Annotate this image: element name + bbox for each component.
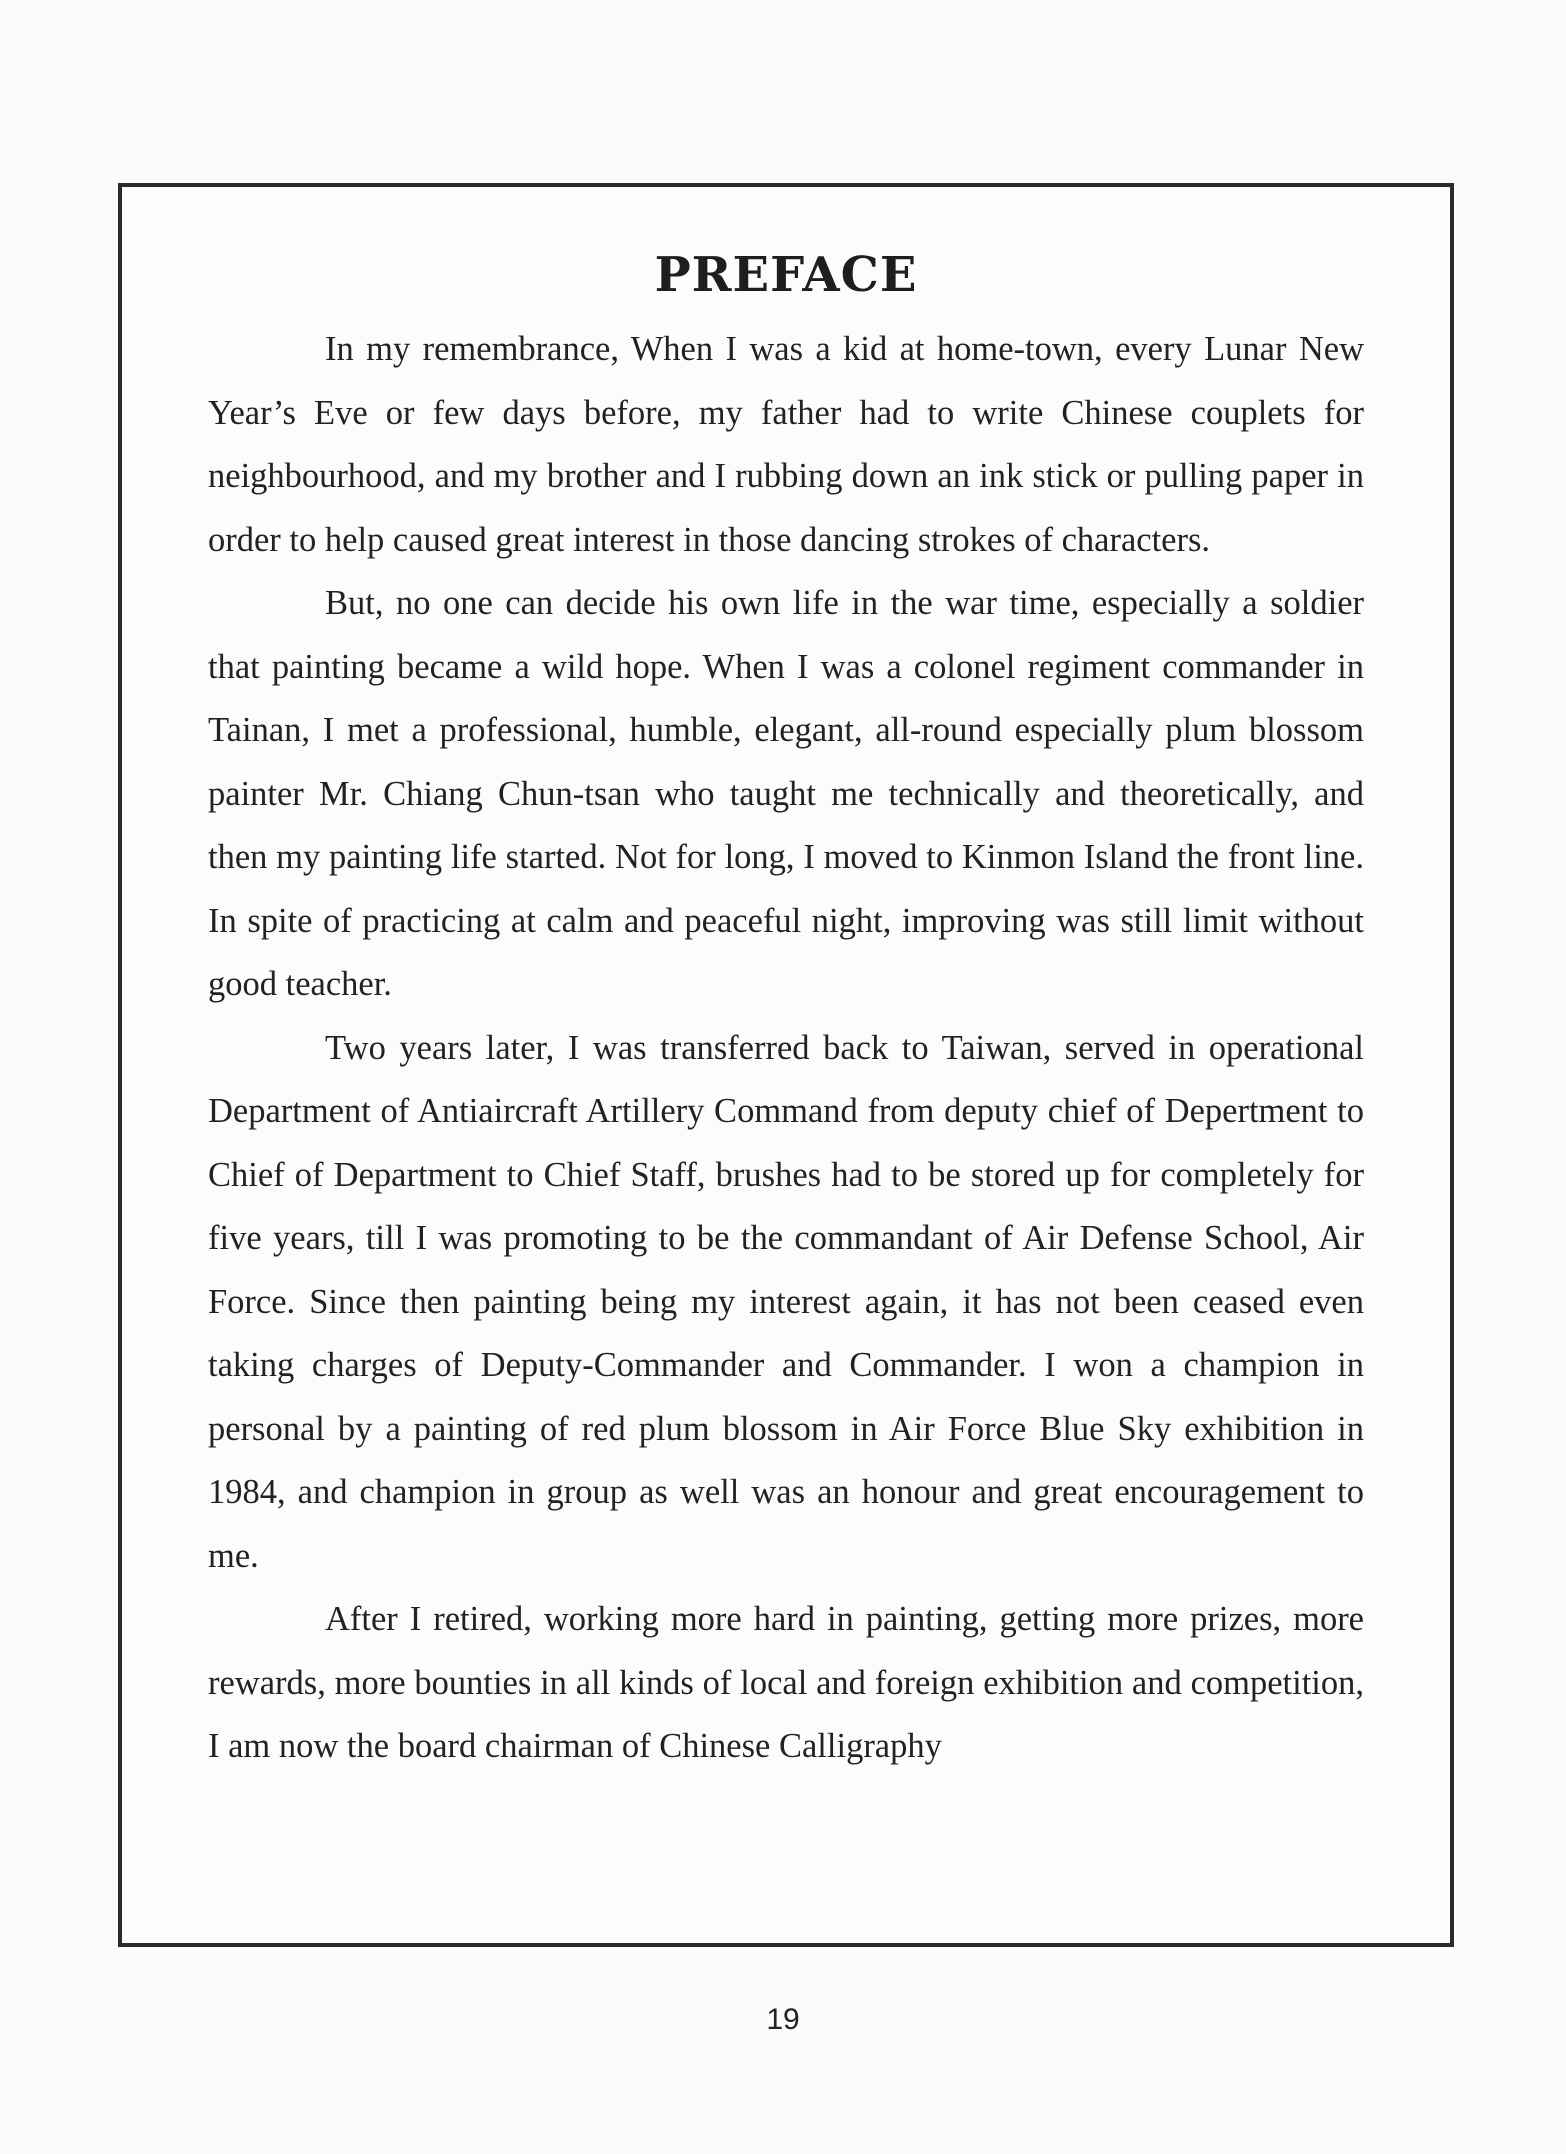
paragraph-4: After I retired, working more hard in painting, getting more prizes, more rewards, more bounties in all kinds of local and foreign exhibition and competition, I am now the board chairman of Chinese Calligraphy bbox=[208, 1600, 1364, 1765]
paragraph-1: In my remembrance, When I was a kid at home-town, every Lunar New Year’s Eve or few days before, my father had to write Chinese couplets for neighbourhood, and my brother and I rubbing down an ink stick or pulling paper in order to help caused great interest in those dancing strokes of characters. bbox=[208, 330, 1364, 559]
paragraph-2: But, no one can decide his own life in the war time, especially a soldier that painting became a wild hope. When I was a colonel regiment commander in Tainan, I met a professional, humble, elegant, all-round especially plum blossom painter Mr. Chiang Chun-tsan who taught me technically and theoretically, and then my painting life started. Not for long, I moved to Kinmon Island the front line. In spite of practicing at calm and peaceful night, improving was still limit without good teacher. bbox=[208, 584, 1364, 1003]
page-title: PREFACE bbox=[654, 247, 918, 303]
page-number: 19 bbox=[766, 2003, 800, 2036]
paragraph-3: Two years later, I was transferred back to Taiwan, served in operational Department of Antiaircraft Artillery Command from deputy chief of Depertment to Chief of Department to Chief Staff, brushes had to be stored up for completely for five years, till I was promoting to be the commandant of Air Defense School, Air Force. Since then painting being my interest again, it has not been ceased even taking charges of Deputy-Commander and Commander. I won a champion in personal by a painting of red plum blossom in Air Force Blue Sky exhibition in 1984, and champion in group as well was an honour and great encouragement to me. bbox=[208, 1028, 1364, 1575]
page-frame bbox=[118, 183, 1454, 1947]
preface-body bbox=[208, 318, 1364, 1779]
